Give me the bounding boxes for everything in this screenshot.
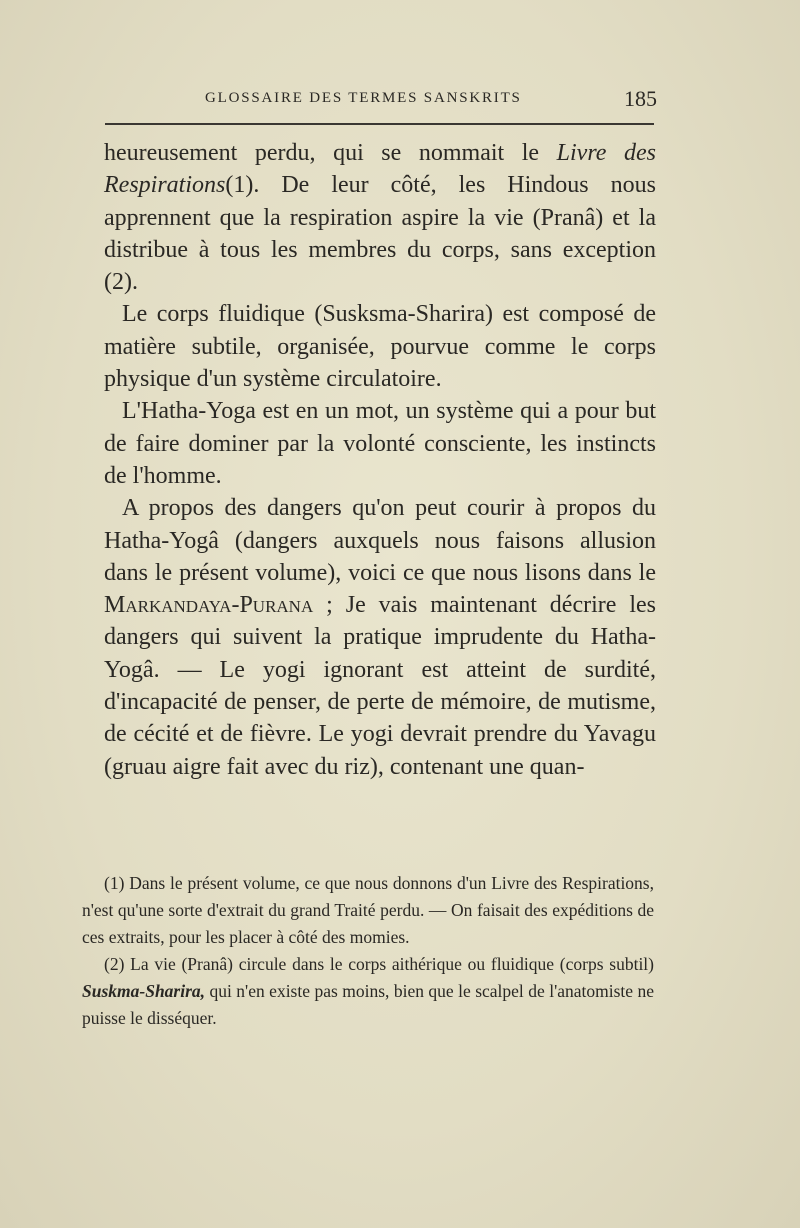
footnote-2 xyxy=(82,951,654,1032)
paragraph-3: L'Hatha-Yoga est en un mot, un système qui a pour but de faire dominer par la volonté consciente, les instincts de l'homme. xyxy=(104,398,656,489)
page-header xyxy=(205,86,657,114)
paragraph-1-start: heureusement perdu, qui se nommait le xyxy=(104,140,557,166)
footnote-2-start: (2) La vie (Pranâ) circule dans le corps aithérique ou fluidique (corps subtil) xyxy=(104,954,654,974)
term-suskma-sharira: Suskma-Sharira, xyxy=(82,981,206,1001)
paragraph-2: Le corps fluidique (Susksma-Sharira) est composé de matière subtile, organisée, pourvue comme le corps physique d'un système circulatoire. xyxy=(104,301,656,393)
paragraph-4 xyxy=(104,492,656,783)
footnote-1: (1) Dans le présent volume, ce que nous donnons d'un Livre des Respirations, n'est qu'une sorte d'extrait du grand Traité perdu. — On faisait des expéditions de ces extraits, pour les placer à côté des momies. xyxy=(82,873,654,947)
paragraph-1-end: (1). De leur côté, les Hindous nous apprennent que la respiration aspire la vie (Pranâ) et la distribue à tous les membres du corps, sans exception (2). xyxy=(104,172,656,296)
body-text xyxy=(104,137,656,783)
paragraph-1 xyxy=(104,137,656,298)
paragraph-4-end: ; Je vais maintenant décrire les dangers qui suivent la pratique imprudente du Hatha-Yogâ. — Le yogi ignorant est atteint de surdité, d'incapacité de penser, de perte de mémoire, de mutisme, de cécité et de fièvre. Le yogi devrait prendre du Yavagu (gruau aigre fait avec du riz), contenant une quan- xyxy=(104,592,656,780)
source-title-markandaya-purana: Markandaya-Purana xyxy=(104,592,314,619)
footnote-2-end: qui n'en existe pas moins, bien que le scalpel de l'anatomiste ne puisse le disséquer. xyxy=(82,981,654,1028)
header-rule xyxy=(105,123,654,125)
book-title-livre-des-respirations: Livre des Respirations xyxy=(104,140,656,199)
footnotes xyxy=(82,870,654,1032)
page-number: 185 xyxy=(624,86,657,111)
running-title: GLOSSAIRE DES TERMES SANSKRITS xyxy=(205,90,522,106)
paragraph-4-start: A propos des dangers qu'on peut courir à propos du Hatha-Yogâ (dangers auxquels nous faisons allusion dans le présent volume), voici ce que nous lisons dans le xyxy=(104,495,656,586)
